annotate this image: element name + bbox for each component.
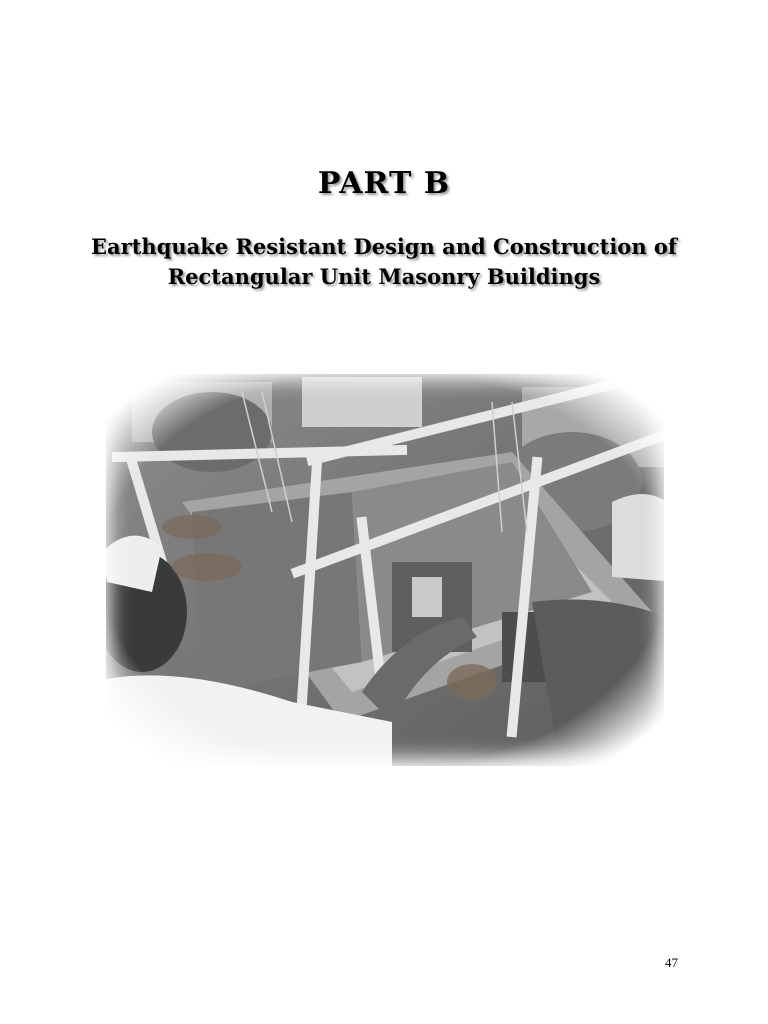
subtitle-line-1: Earthquake Resistant Design and Construction of [91, 234, 677, 259]
page-number: 47 [665, 955, 678, 970]
document-subtitle [60, 232, 708, 292]
subtitle-line-2: Rectangular Unit Masonry Buildings [167, 264, 601, 289]
part-heading: PART B [317, 166, 451, 201]
photo-illustration [92, 362, 678, 776]
masonry-model-photo [92, 362, 678, 776]
